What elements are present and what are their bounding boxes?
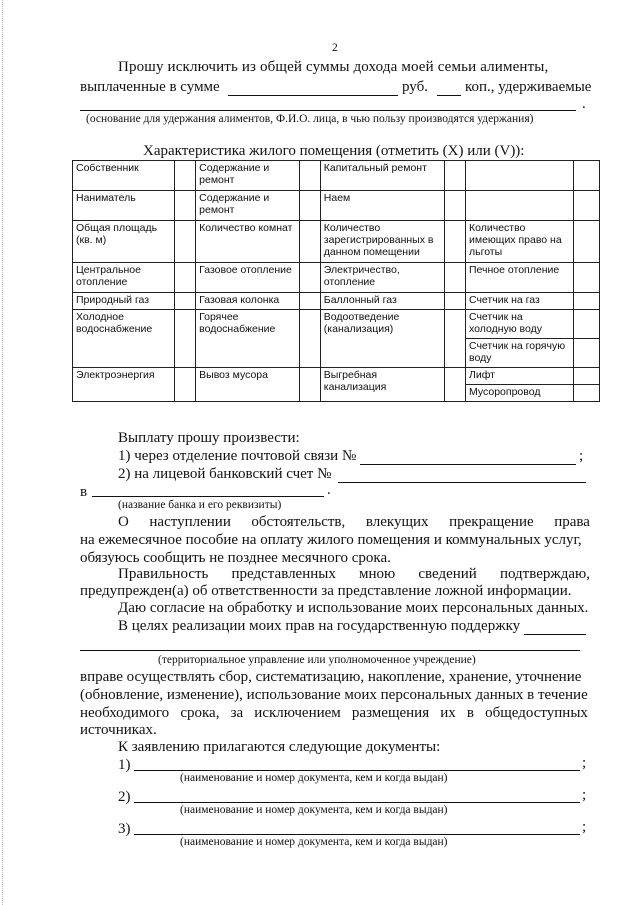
word: прекращение [449, 514, 534, 530]
table-cell: Мусоропровод [466, 385, 574, 402]
word: обстоятельств, [251, 514, 346, 530]
bank-caption: (название банка и его реквизиты) [118, 499, 282, 511]
word: их [440, 705, 456, 721]
table-cell: Баллонный газ [320, 293, 444, 310]
table-cell [466, 161, 574, 191]
word: представленных [231, 566, 336, 582]
rights-line-5: источниках. [80, 722, 157, 738]
table-row [73, 293, 600, 310]
mark-box[interactable] [574, 385, 600, 402]
table-cell: Капитальный ремонт [320, 161, 444, 191]
confirm-line-1 [118, 566, 590, 583]
table-cell: Газовое отопление [196, 263, 299, 293]
rights-line-4 [80, 705, 588, 722]
mark-box[interactable] [444, 368, 465, 402]
notice-line-2: на ежемесячное пособие на оплату жилого помещения и коммунальных услуг, [80, 532, 582, 548]
word: наступлении [149, 514, 231, 530]
doc-3-caption: (наименование и номер документа, кем и когда выдан) [180, 836, 448, 848]
payment-title: Выплату прошу произвести: [118, 430, 300, 446]
alimony-basis-caption: (основание для удержания алиментов, Ф.И.О. лица, в чью пользу производятся удержания) [86, 113, 534, 125]
table-cell: Природный газ [73, 293, 175, 310]
confirm-line-2: предупрежден(а) об ответственности за представление ложной информации. [80, 583, 572, 599]
mark-box[interactable] [299, 293, 320, 310]
notice-line-3: обязуюсь сообщить не позднее месячного срока. [80, 550, 391, 566]
mark-box[interactable] [574, 310, 600, 339]
word: Правильность [118, 566, 209, 582]
mark-box[interactable] [444, 191, 465, 221]
mark-box[interactable] [174, 191, 195, 221]
table-row [73, 368, 600, 385]
mark-box[interactable] [574, 263, 600, 293]
table-cell: Счетчик на газ [466, 293, 574, 310]
table-cell: Центральное отопление [73, 263, 175, 293]
payment-option-post: 1) через отделение почтовой связи № [118, 448, 357, 464]
doc-3-end: ; [582, 819, 587, 835]
table-cell [466, 191, 574, 221]
page-edge [2, 0, 3, 905]
bank-prefix: в [80, 484, 88, 500]
word: влекущих [365, 514, 429, 530]
mark-box[interactable] [299, 191, 320, 221]
table-cell: Горячее водоснабжение [196, 310, 299, 368]
word: за [230, 705, 244, 721]
doc-1-field[interactable] [134, 770, 580, 771]
mark-box[interactable] [444, 310, 465, 368]
table-row [73, 221, 600, 263]
kop-field[interactable] [437, 95, 461, 96]
mark-box[interactable] [299, 263, 320, 293]
mark-box[interactable] [174, 293, 195, 310]
housing-table [72, 160, 600, 402]
post-office-field[interactable] [360, 464, 576, 465]
table-cell: Количество имеющих право на льготы [466, 221, 574, 263]
table-row [73, 310, 600, 339]
table-cell: Количество комнат [196, 221, 299, 263]
consent-text: Даю согласие на обработку и использование моих персональных данных. [118, 600, 589, 616]
notice-line-1 [118, 514, 590, 531]
table-cell: Газовая колонка [196, 293, 299, 310]
doc-3-field[interactable] [134, 834, 580, 835]
housing-table-title: Характеристика жилого помещения (отметить (X) или (V)): [143, 143, 525, 159]
table-cell: Количество зарегистрированных в данном помещении [320, 221, 444, 263]
mark-box[interactable] [299, 368, 320, 402]
value-box[interactable] [299, 221, 320, 263]
table-cell: Наниматель [73, 191, 175, 221]
authority-caption: (территориальное управление или уполномоченное учреждение) [158, 654, 476, 666]
mark-box[interactable] [574, 191, 600, 221]
mark-box[interactable] [574, 368, 600, 385]
alimony-basis-field[interactable] [80, 110, 576, 111]
alimony-line-1: Прошу исключить из общей суммы дохода моей семьи алименты, [118, 59, 549, 75]
doc-1-caption: (наименование и номер документа, кем и когда выдан) [180, 772, 448, 784]
word: сведений [418, 566, 477, 582]
mark-box[interactable] [299, 310, 320, 368]
payment-option-bank: 2) на лицевой банковский счет № [118, 466, 332, 482]
table-row [73, 191, 600, 221]
alimony-line-2-label: выплаченные в сумме [80, 79, 220, 95]
word: в [466, 705, 474, 721]
mark-box[interactable] [444, 293, 465, 310]
table-cell: Содержание и ремонт [196, 161, 299, 191]
table-cell: Наем [320, 191, 444, 221]
mark-box[interactable] [299, 161, 320, 191]
table-row [73, 161, 600, 191]
withheld-label: коп., удерживаемые [465, 79, 592, 95]
doc-2-number: 2) [118, 789, 131, 805]
mark-box[interactable] [174, 161, 195, 191]
docs-title: К заявлению прилагаются следующие документы: [118, 739, 441, 755]
authority-field[interactable] [80, 650, 580, 651]
mark-box[interactable] [174, 310, 195, 368]
doc-3-number: 3) [118, 821, 131, 837]
doc-2-end: ; [582, 787, 587, 803]
word: мною [358, 566, 396, 582]
doc-2-field[interactable] [134, 802, 580, 803]
doc-1-end: ; [582, 755, 587, 771]
table-cell: Содержание и ремонт [196, 191, 299, 221]
word: подтверждаю, [499, 566, 590, 582]
table-row [73, 263, 600, 293]
alimony-basis-end: . [582, 96, 586, 112]
mark-box[interactable] [574, 293, 600, 310]
mark-box[interactable] [444, 263, 465, 293]
table-cell: Вывоз мусора [196, 368, 299, 402]
table-cell: Электричество, отопление [320, 263, 444, 293]
mark-box[interactable] [574, 339, 600, 368]
table-cell: Холодное водоснабжение [73, 310, 175, 368]
alimony-sum-field[interactable] [228, 95, 398, 96]
rub-label: руб. [402, 79, 428, 95]
table-cell: Счетчик на холодную воду [466, 310, 574, 339]
word: необходимого [80, 705, 170, 721]
bank-name-end: . [327, 482, 331, 498]
doc-2-caption: (наименование и номер документа, кем и когда выдан) [180, 804, 448, 816]
word: общедоступных [485, 705, 588, 721]
mark-box[interactable] [174, 263, 195, 293]
word: размещения [351, 705, 430, 721]
table-cell: Выгребная канализация [320, 368, 444, 402]
word: исключением [254, 705, 341, 721]
rights-line-1: В целях реализации моих прав на государственную поддержку [118, 618, 521, 634]
value-box[interactable] [444, 221, 465, 263]
table-cell: Водоотведение (канализация) [320, 310, 444, 368]
table-cell: Счетчик на горячую воду [466, 339, 574, 368]
rights-line-3: (обновление, изменение), использование моих персональных данных в течение [80, 687, 588, 703]
mark-box[interactable] [574, 161, 600, 191]
bank-account-field[interactable] [338, 482, 586, 483]
mark-box[interactable] [174, 368, 195, 402]
table-cell: Печное отопление [466, 263, 574, 293]
rights-line-2: вправе осуществлять сбор, систематизацию, накопление, хранение, уточнение [80, 669, 582, 685]
table-cell: Лифт [466, 368, 574, 385]
table-cell: Электроэнергия [73, 368, 175, 402]
mark-box[interactable] [444, 161, 465, 191]
word: права [554, 514, 590, 530]
word: О [118, 514, 129, 530]
value-box[interactable] [574, 221, 600, 263]
word: срока, [180, 705, 220, 721]
table-cell: Общая площадь (кв. м) [73, 221, 175, 263]
table-cell: Собственник [73, 161, 175, 191]
value-box[interactable] [174, 221, 195, 263]
doc-1-number: 1) [118, 757, 131, 773]
authority-field-start[interactable] [524, 634, 586, 635]
post-office-end: ; [579, 448, 584, 464]
page-number: 2 [332, 42, 338, 54]
bank-name-field[interactable] [92, 496, 324, 497]
